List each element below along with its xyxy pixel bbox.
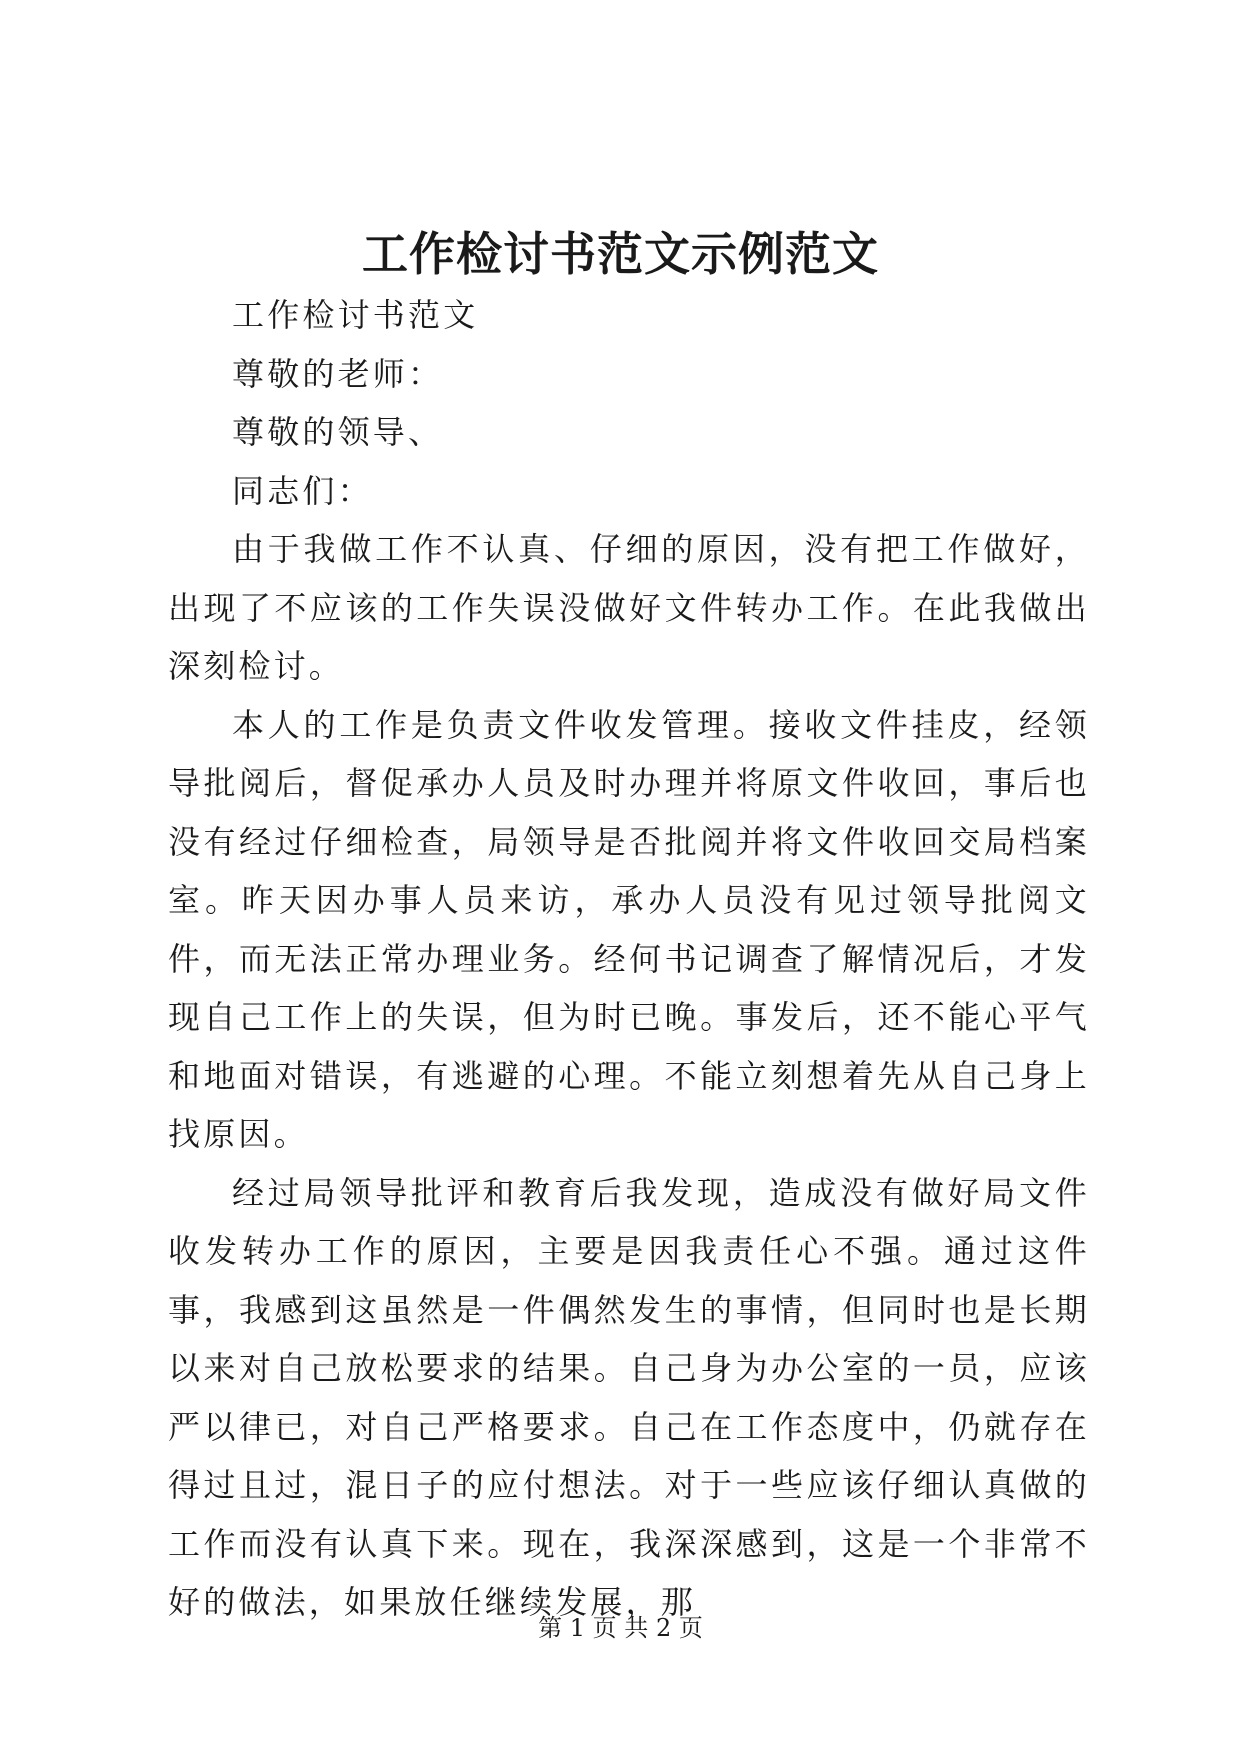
- salutation-line: 尊敬的老师：: [232, 354, 444, 393]
- salutation-line: 同志们：: [232, 471, 373, 510]
- document-body: [168, 286, 1090, 1632]
- salutation-line: 尊敬的领导、: [232, 413, 444, 451]
- body-paragraph: 由于我做工作不认真、仔细的原因，没有把工作做好，出现了不应该的工作失误没做好文件转办工作。在此我做出深刻检讨。: [168, 530, 1090, 685]
- body-paragraph: 经过局领导批评和教育后我发现，造成没有做好局文件收发转办工作的原因，主要是因我责任心不强。通过这件事，我感到这虽然是一件偶然发生的事情，但同时也是长期以来对自己放松要求的结果。自己身为办公室的一员，应该严以律已，对自己严格要求。自己在工作态度中，仍就存在得过且过，混日子的应付想法。对于一些应该仔细认真做的工作而没有认真下来。现在，我深深感到，这是一个非常不好的做法，如果放任继续发展，那: [168, 1173, 1090, 1621]
- page-number-footer: 第 1 页 共 2 页: [538, 1614, 703, 1642]
- body-paragraph: 本人的工作是负责文件收发管理。接收文件挂皮，经领导批阅后，督促承办人员及时办理并将原文件收回，事后也没有经过仔细检查，局领导是否批阅并将文件收回交局档案室。昨天因办事人员来访，承办人员没有见过领导批阅文件，而无法正常办理业务。经何书记调查了解情况后，才发现自己工作上的失误，但为时已晚。事发后，还不能心平气和地面对错误，有逃避的心理。不能立刻想着先从自己身上找原因。: [168, 705, 1090, 1153]
- document-subtitle: 工作检讨书范文: [232, 296, 479, 334]
- document-title: 工作检讨书范文示例范文: [362, 227, 879, 281]
